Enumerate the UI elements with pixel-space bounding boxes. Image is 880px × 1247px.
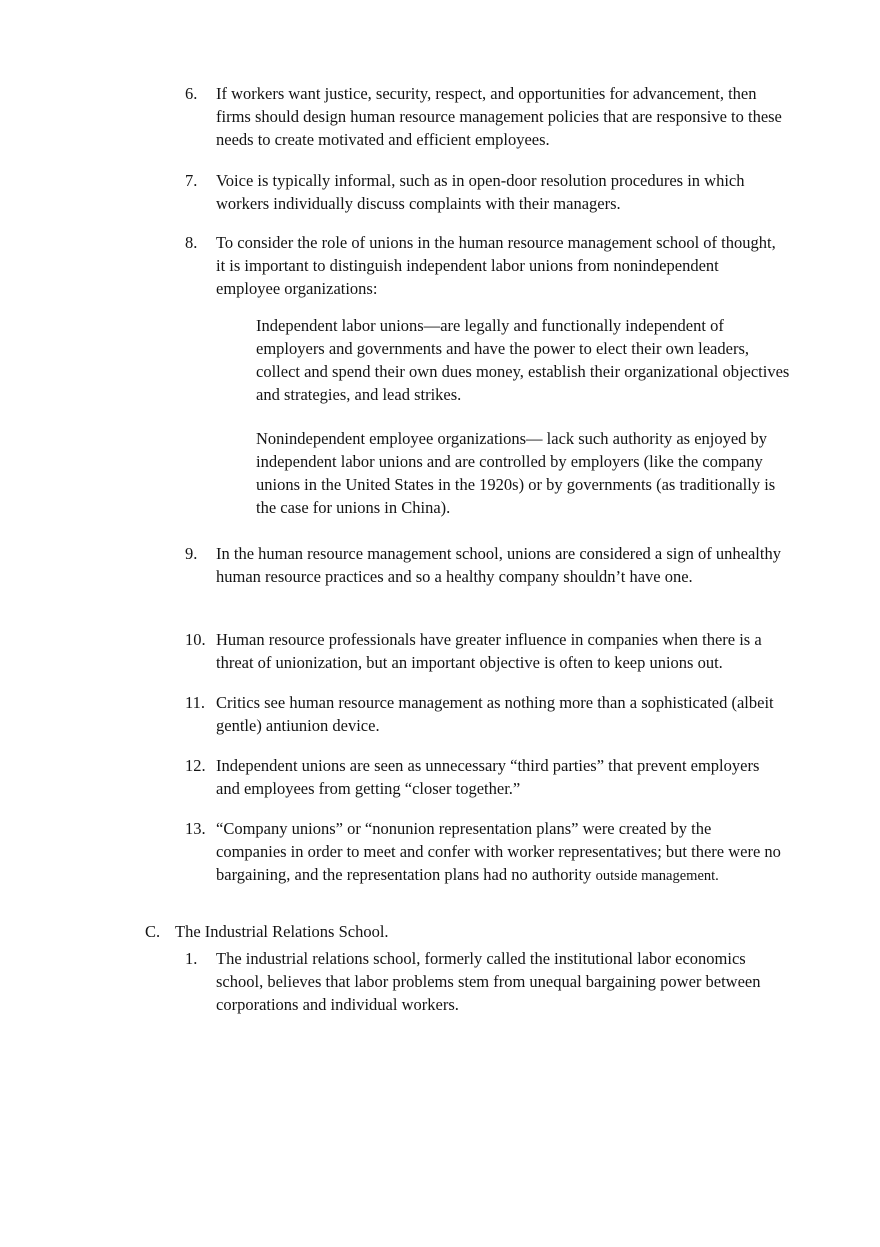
list-item-number: 6.: [185, 84, 198, 103]
list-item-number: 1.: [185, 949, 198, 968]
list-item-number: 8.: [185, 233, 198, 252]
list-item-number: 9.: [185, 544, 198, 563]
list-item-text: Independent unions are seen as unnecessary “third parties” that prevent employers and employees from getting “closer together.”: [216, 756, 760, 798]
section-heading: [145, 920, 785, 943]
list-item-text-main: “Company unions” or “nonunion representation plans” were created by the companies in order to meet and confer with worker representatives; but there were no bargaining, and the representation plans had no authority: [216, 819, 781, 884]
list-item: [185, 231, 785, 300]
list-item-text: Critics see human resource management as nothing more than a sophisticated (albeit gentle) antiunion device.: [216, 693, 774, 735]
list-item: [185, 542, 785, 588]
list-item: [185, 947, 785, 1016]
sub-paragraph-independent-unions: Independent labor unions—are legally and functionally independent of employers and governments and have the power to elect their own leaders, collect and spend their own dues money, establish their organizational objectives and strategies, and lead strikes.: [256, 316, 790, 404]
list-item: [185, 82, 785, 151]
list-item-text: [216, 817, 785, 888]
list-item-number: 7.: [185, 171, 198, 190]
list-item: [185, 691, 785, 737]
list-item-text: Human resource professionals have greater influence in companies when there is a threat of unionization, but an important objective is often to keep unions out.: [216, 630, 762, 672]
list-item: [185, 754, 785, 800]
list-item-number: 10.: [185, 630, 206, 649]
list-item-text: The industrial relations school, formerly called the institutional labor economics school, believes that labor problems stem from unequal bargaining power between corporations and individual workers.: [216, 949, 761, 1014]
list-item-text: Voice is typically informal, such as in open-door resolution procedures in which workers individually discuss complaints with their managers.: [216, 171, 745, 213]
list-item-text: To consider the role of unions in the human resource management school of thought, it is important to distinguish independent labor unions from nonindependent employee organizations:: [216, 233, 776, 298]
list-item: [185, 817, 785, 888]
list-item-text: In the human resource management school, unions are considered a sign of unhealthy human resource practices and so a healthy company shouldn’t have one.: [216, 544, 781, 586]
list-item-number: 12.: [185, 756, 206, 775]
list-item: [185, 169, 785, 215]
section-letter: C.: [145, 922, 161, 941]
list-item-text: If workers want justice, security, respect, and opportunities for advancement, then firms should design human resource management policies that are responsive to these needs to create motivated and efficient employees.: [216, 84, 782, 149]
list-item-number: 11.: [185, 693, 206, 712]
section-title: The Industrial Relations School.: [175, 922, 389, 941]
list-item-number: 13.: [185, 819, 206, 838]
list-item-text-small: outside management.: [595, 868, 719, 884]
sub-paragraph-nonindependent-organizations: Nonindependent employee organizations— lack such authority as enjoyed by independent labor unions and are controlled by employers (like the company unions in the United States in the 1920s) or by governments (as traditionally is the case for unions in China).: [256, 429, 776, 517]
list-item: [185, 628, 785, 674]
